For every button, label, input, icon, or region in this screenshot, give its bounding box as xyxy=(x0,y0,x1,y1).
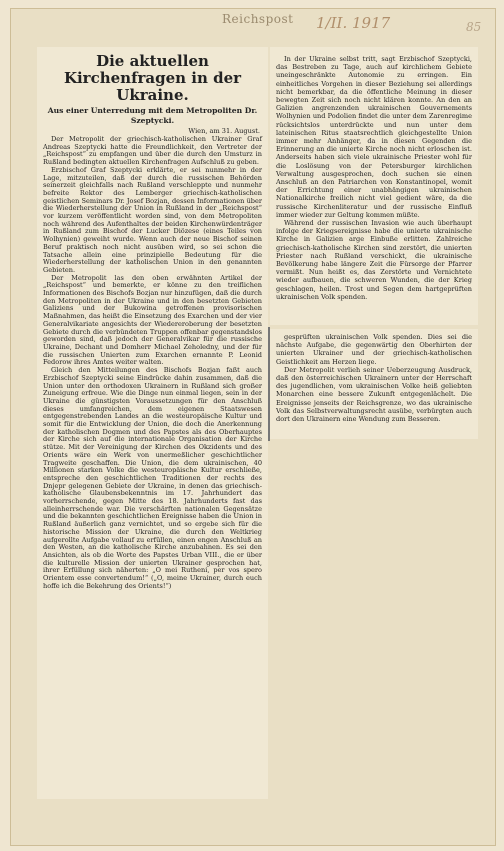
paragraph: Der Metropolit der griechisch-katholischen Ukrainer Graf Andreas Szeptycki hatte die Freundlichkeit, den Vertreter der „Reichspost“ zu empfangen und über die durch den Umsturz in Rußland bedingten aktuellen Kirchenfragen Aufschluß zu geben. xyxy=(43,135,262,167)
paragraph: Während der russischen Invasion wie auch überhaupt infolge der Kriegsereignisse habe die unierte ukrainische Kirche in Galizien arge Einbuße erlitten. Zahlreiche griechisch-katholische Kirchen sind zerstört, die unierten Priester nach Rußland verschickt, die ukrainische Bevölkerung habe längere Zeit die Fürsorge der Pfarrer vermißt. Nun heißt es, das Zerstörte und Vernichtete wieder aufbauen, die schweren Wunden, die der Krieg geschlagen, heilen. Trost und Segen dem hartgeprüften ukrainischen Volk spenden. xyxy=(276,219,472,301)
article-headline: Die aktuellen Kirchenfragen in der Ukraine. xyxy=(63,52,242,104)
paragraph: Gleich den Mitteilungen des Bischofs Bozjan faßt auch Erzbischof Szeptycki seine Eindrücke dahin zusammen, daß die Union unter den orthodoxen Ukrainern in Rußland sich großer Zuneigung erfreue. Wie die Dinge nun einmal liegen, sein in der Ukraine die günstigsten Voraussetzungen für den Anschluß dieses umfangreichen, dem eigenen Staatswesen entgegenstrebenden Landes an die westeuropäische Kultur und somit für die Entwicklung der Union, die doch die Anerkennung der katholischen Dogmen und des Papstes als des Oberhauptes der Kirche sich auf die internationale Organisation der Kirche stütze. Mit der Vereinigung der Kirchen des Okzidents und des Orients wäre ein Werk von unermeßlicher geschichtlicher Tragweite geschaffen. Die Union, die dem ukrainischen, 40 Millionen starken Volke die westeuropäische Kultur erschließe, entspreche den geschichtlichen Traditionen der rechts des Dnjepr gelegenen Gebiete der Ukraine, in denen das griechisch-katholische Glaubensbekenntnis im 17. Jahrhundert das vorherrschende, gegen Mitte des 18. Jahrhunderts fast das alleinherrschende war. Die verschärften nationalen Gegensätze und die bekannten geschichtlichen Ereignisse haben die Union in Rußland äußerlich ganz vernichtet, und so ergebe sich für die historische Mission der Ukraine, die durch den Weltkrieg aufgerollte Aufgabe vollauf zu erfüllen, einen engen Anschluß an den Westen, an die katholische Kirche anzubahnen. Es sei den Ansichten, als ob die Worte des Papstes Urban VIII., die er über die kulturelle Mission der unierten Ukrainer gesprochen hat, ihrer Erfüllung sich näherten: „O mei Rutheni, per vos spero Orientem esse convertendum!“ („O, meine Ukrainer, durch euch hoffe ich die Bekehrung des Orients!“) xyxy=(43,366,262,590)
clipping-column-2 xyxy=(270,47,478,325)
paragraph: In der Ukraine selbst tritt, sagt Erzbischof Szeptycki, das Bestreben zu Tage, auch auf kirchlichem Gebiete uneingeschränkte Autonomie zu erringen. Ein einheitliches Vorgehen in dieser Beziehung sei allerdings nicht bemerkbar, da die öffentliche Meinung in dieser bewegten Zeit sich noch nicht klären konnte. An den an Galizien angrenzenden ukrainischen Gouvernements Wolhynien und Podolien findet die unter dem Zarenregime rücksichtslos unterdrückte und nun unter dem lateinischen Ritus staatsrechtlich gleichgestellte Union immer mehr Anhänger, da in diesen Gegenden die Erinnerung an die unierte Kirche noch nicht erloschen ist. Anderseits haben sich viele ukrainische Priester wohl für die Loslösung von der Petersburger kirchlichen Verwaltung ausgesprochen, doch suchen sie einen Anschluß an den Patriarchen von Konstantinopel, womit der Errichtung einer unabhängigen ukrainischen Nationalkirche freilich nicht viel gedient wäre, da die russische Kirchenliteratur und der russische Einfluß immer wieder zur Geltung kommen müßte. xyxy=(276,55,472,219)
paragraph: gesprüften ukrainischen Volk spenden. Dies sei die nächste Aufgabe, die gegenwärtig den Oberhirten der unierten Ukrainer und der griechisch-katholischen Geistlichkeit am Herzen liege. xyxy=(276,333,472,366)
paragraph: Der Metropolit verlieh seiner Ueberzeugung Ausdruck, daß den österreichischen Ukrainern unter der Herrschaft des jugendlichen, vom ukrainischen Volke heiß geliebten Monarchen eine bessere Zukunft entgegenlächelt. Die Ereignisse jenseits der Reichsgrenze, wo das ukrainische Volk das Selbstverwaltungsrecht ausübe, verbürgten auch dort den Ukrainern eine Wendung zum Besseren. xyxy=(276,365,472,424)
article-dateline: Wien, am 31. August. xyxy=(188,127,260,135)
newspaper-stamp: Reichspost xyxy=(222,12,294,26)
article-intro: Aus einer Unterredung mit dem Metropoliten Dr. Szeptycki. xyxy=(47,106,258,125)
page-number: 85 xyxy=(466,20,482,34)
clipping-column-1 xyxy=(37,47,268,799)
paragraph: Der Metropolit las den oben erwähnten Artikel der „Reichspost“ und bemerkte, er könne zu den treiflichen Informationen des Bischofs Bozjan nur hinzufügen, daß die durch den Metropoliten in der Ukraine und in den besetzten Gebieten Galiziens und der Bukowina getroffenen provisorischen Maßnahmen, das heißt die Einsetzung des Exarchen und der vier Generalvikariate angesichts der Wiedereroberung der besetzten Gebiete durch die verbündeten Truppen offenbar gegenstandslos geworden sind, daß jedoch der Generalvikar für die russische Ukraine, Dechant und Domherr Michael Zeholedny, und der für die russischen Unierten zum Exarchen ernannte P. Leonid Fedorow ihres Amtes weiter walten. xyxy=(43,273,262,367)
paragraph: Erzbischof Graf Szeptycki erklärte, er sei nunmehr in der Lage, mitzuteilen, daß der durch die russischen Behörden seinerzeit gleichfalls nach Rußland verschleppte und nunmehr befreite Rektor des Lemberger griechisch-katholischen geistlichen Seminars Dr. Josef Bozjan, dessen Informationen über die Wiederherstellung der Union in Rußland in der „Reichspost“ vor kurzem veröffentlicht worden sind, von dem Metropoliten noch während des Aufenthaltes der beiden Kirchenwürdenträger in Rußland zum Bischof der Lucker Diözese (eines Teiles von Wolhynien) geweiht wurde. Wenn auch der neue Bischof seinen Beruf praktisch noch nicht ausüben wird, so sei schon die Tatsache allein eine prinzipielle Bedeutung für die Wiederherstellung der katholischen Union in den genannten Gebieten. xyxy=(43,165,262,274)
handwritten-date: 1/II. 1917 xyxy=(316,14,391,32)
clipping-column-3 xyxy=(270,329,478,439)
